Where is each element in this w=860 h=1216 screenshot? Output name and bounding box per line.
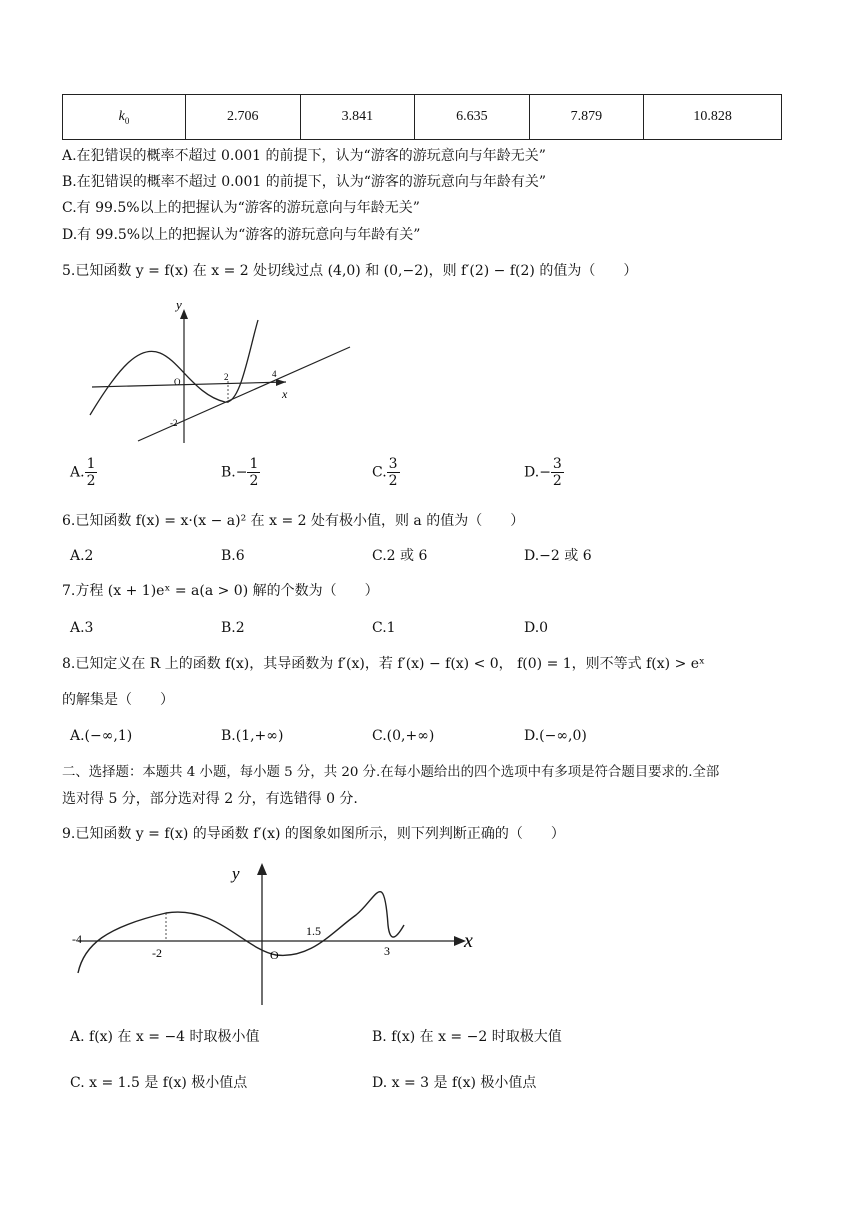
q9-derivative-curve xyxy=(78,892,404,973)
q9-option-b: B. f(x) 在 x = −2 时取极大值 xyxy=(372,1029,562,1045)
table-cell: 7.879 xyxy=(529,95,644,140)
q4-option-a: A.在犯错误的概率不超过 0.001 的前提下，认为“游客的游玩意向与年龄无关” xyxy=(62,148,546,164)
table-cell: 6.635 xyxy=(415,95,530,140)
q9-tick-3: 3 xyxy=(384,944,390,958)
q4-option-c: C.有 99.5%以上的把握认为“游客的游玩意向与年龄无关” xyxy=(62,200,420,216)
q7-option-c: C.1 xyxy=(372,620,396,636)
q5-curve xyxy=(90,320,258,415)
q5-figure xyxy=(80,295,360,455)
q6-option-b: B.6 xyxy=(221,548,245,564)
q7-option-b: B.2 xyxy=(221,620,245,636)
q9-option-a: A. f(x) 在 x = −4 时取极小值 xyxy=(70,1029,260,1045)
q6-option-a: A.2 xyxy=(70,548,94,564)
q8-option-d: D.(−∞,0) xyxy=(524,728,587,744)
q7-option-a: A.3 xyxy=(70,620,94,636)
table-cell: 2.706 xyxy=(186,95,301,140)
critical-value-table xyxy=(62,94,782,140)
q7-stem: 7.方程 (x + 1)eˣ = a(a > 0) 解的个数为（ ） xyxy=(62,583,379,599)
q9-tick-neg2: -2 xyxy=(152,946,162,960)
section2-instructions-line1: 二、选择题：本题共 4 小题，每小题 5 分，共 20 分.在每小题给出的四个选项中有多项是符合题目要求的.全部 xyxy=(62,765,720,780)
table-row xyxy=(63,95,782,140)
q8-option-c: C.(0,+∞) xyxy=(372,728,435,744)
q8-stem-line1: 8.已知定义在 R 上的函数 f(x)，其导函数为 f′(x)，若 f′(x) − f(x) < 0， f(0) = 1，则不等式 f(x) > eˣ xyxy=(62,656,705,672)
k0-header-cell xyxy=(63,95,186,140)
q6-option-d: D.−2 或 6 xyxy=(524,548,592,564)
q9-origin-label: O xyxy=(270,948,279,962)
q9-y-label: y xyxy=(232,864,240,883)
q8-option-a: A.(−∞,1) xyxy=(70,728,133,744)
q9-figure xyxy=(66,855,486,1015)
q5-option-a: A. $\frac{1}{2}$ xyxy=(70,456,96,489)
q5-option-b: B.− $\frac{1}{2}$ xyxy=(221,456,259,489)
k-symbol: k xyxy=(118,108,125,124)
q5-tick-4: 4 xyxy=(272,369,277,379)
table-cell: 3.841 xyxy=(300,95,415,140)
q9-stem: 9.已知函数 y = f(x) 的导函数 f′(x) 的图象如图所示，则下列判断正确的（ ） xyxy=(62,826,565,842)
q7-option-d: D.0 xyxy=(524,620,549,636)
q5-option-d: D.− $\frac{3}{2}$ xyxy=(524,456,562,489)
q5-y-label: y xyxy=(176,297,182,312)
q9-x-label: x xyxy=(464,930,473,952)
q4-option-d: D.有 99.5%以上的把握认为“游客的游玩意向与年龄有关” xyxy=(62,227,421,243)
q6-option-c: C.2 或 6 xyxy=(372,548,428,564)
q9-option-d: D. x = 3 是 f(x) 极小值点 xyxy=(372,1075,537,1091)
q9-y-arrow xyxy=(257,863,267,875)
q5-tick-neg2: -2 xyxy=(170,418,178,428)
q8-option-b: B.(1,+∞) xyxy=(221,728,284,744)
q5-x-arrow xyxy=(276,379,286,386)
q9-option-c: C. x = 1.5 是 f(x) 极小值点 xyxy=(70,1075,248,1091)
q8-stem-line2: 的解集是（ ） xyxy=(62,692,174,708)
q5-option-c: C. $\frac{3}{2}$ xyxy=(372,456,398,489)
q4-option-b: B.在犯错误的概率不超过 0.001 的前提下，认为“游客的游玩意向与年龄有关” xyxy=(62,174,547,190)
k-subscript: 0 xyxy=(124,115,130,126)
table-cell: 10.828 xyxy=(644,95,782,140)
q5-stem: 5.已知函数 y = f(x) 在 x = 2 处切线过点 (4,0) 和 (0,−2)，则 f′(2) − f(2) 的值为（ ） xyxy=(62,263,638,279)
q5-x-label: x xyxy=(282,387,288,401)
q6-stem: 6.已知函数 f(x) = x·(x − a)² 在 x = 2 处有极小值，则 a 的值为（ ） xyxy=(62,513,525,529)
section2-instructions-line2: 选对得 5 分，部分选对得 2 分，有选错得 0 分. xyxy=(62,791,358,807)
q5-tick-2: 2 xyxy=(224,372,229,382)
q5-origin-label: O xyxy=(174,377,181,387)
q5-x-axis xyxy=(92,382,286,387)
q9-tick-neg4: -4 xyxy=(72,932,82,946)
q9-tick-1-5: 1.5 xyxy=(306,924,321,938)
